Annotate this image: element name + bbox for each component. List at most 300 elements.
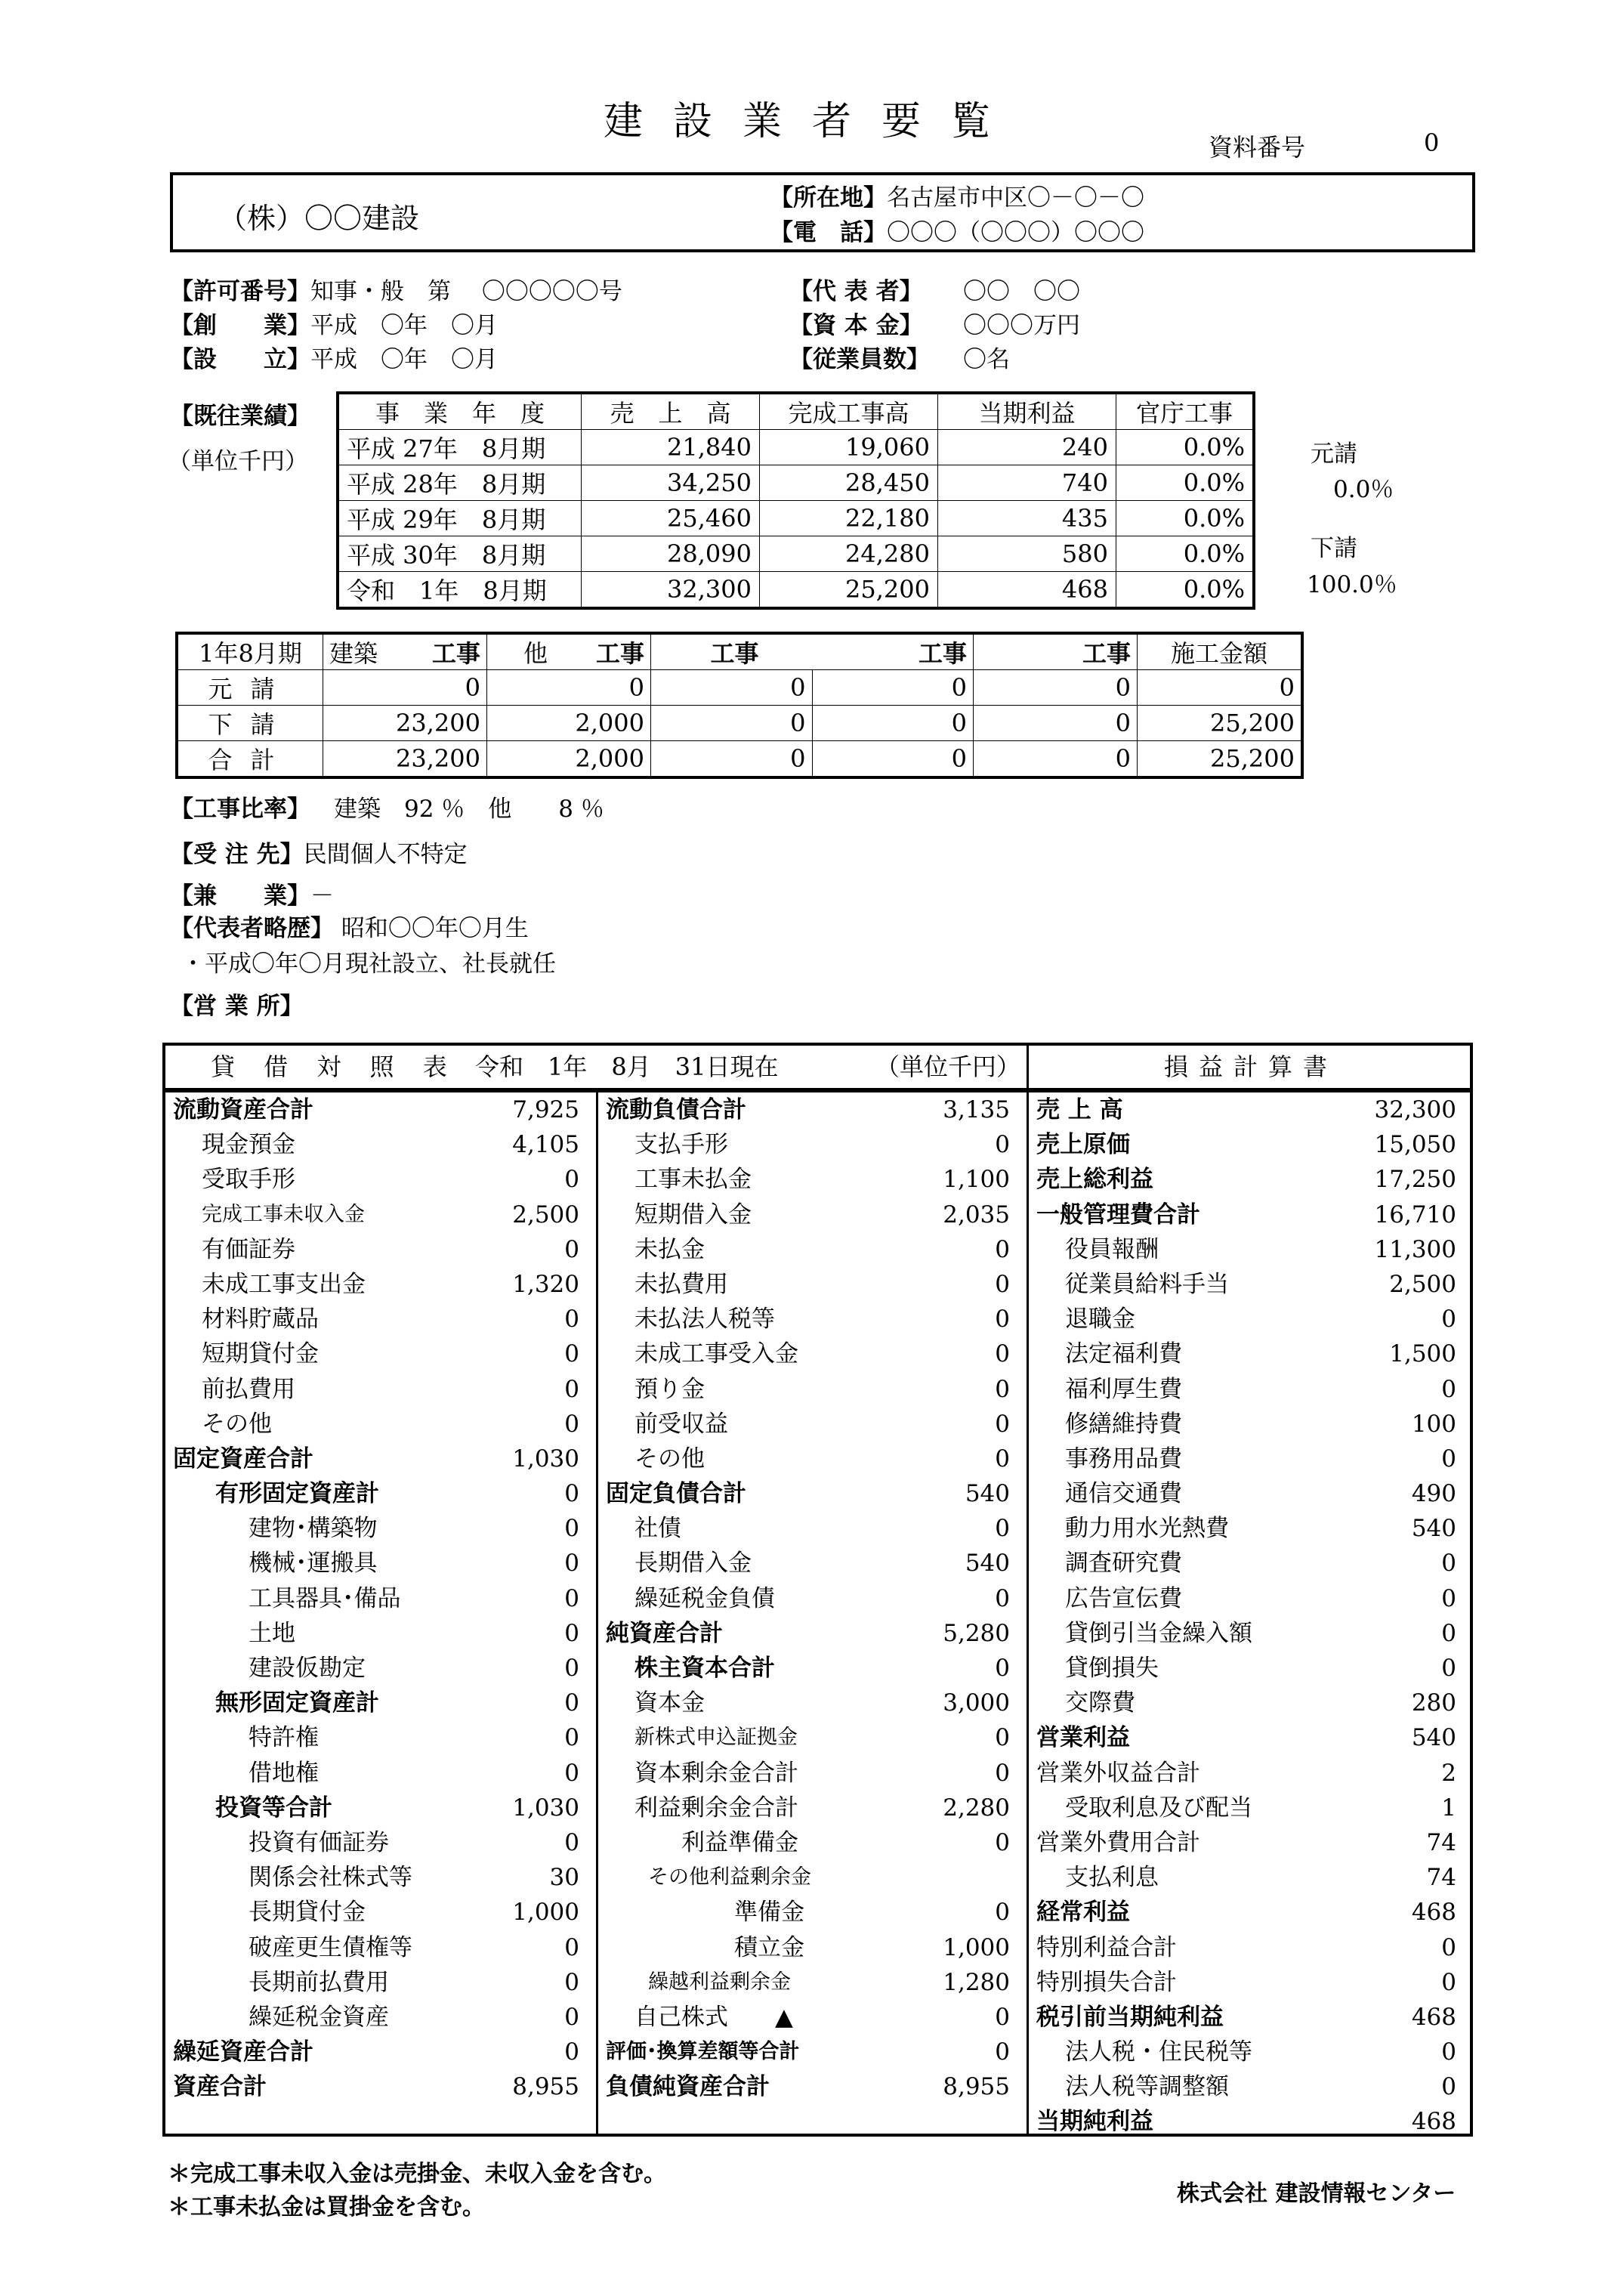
statement-line — [598, 1197, 1027, 1232]
statement-line — [1029, 1407, 1473, 1442]
orders-header — [974, 633, 1138, 670]
statement-line-value: 0 — [1441, 1968, 1456, 1996]
statement-line-value: 7,925 — [512, 1096, 579, 1123]
statement-line-label: 動力用水光熱費 — [1065, 1515, 1229, 1543]
statement-line-label: 評価･換算差額等合計 — [606, 2040, 800, 2064]
statement-line — [1029, 2069, 1473, 2104]
statement-line-value: 74 — [1426, 1828, 1456, 1856]
statement-line-label: 関係会社株式等 — [249, 1864, 412, 1892]
history-row — [338, 465, 1254, 501]
statement-line-label: 通信交通費 — [1065, 1480, 1182, 1508]
history-cell-period: 平成 28年 8月期 — [338, 465, 582, 501]
history-cell-gov: 0.0% — [1116, 536, 1255, 572]
statement-line-value: 0 — [995, 1899, 1010, 1927]
orders-cell: 0 — [974, 706, 1138, 741]
statement-line — [1029, 1127, 1473, 1162]
statement-line-value: 0 — [995, 1828, 1010, 1856]
history-cell-profit: 580 — [938, 536, 1116, 572]
capital-row — [789, 306, 1080, 340]
phone-row — [770, 213, 1144, 247]
statement-line-label: 建設仮勘定 — [249, 1655, 366, 1682]
history-table — [336, 391, 1255, 610]
statement-line-value: 2 — [1441, 1759, 1456, 1787]
bio-value: 昭和〇〇年〇月生 — [341, 915, 529, 942]
statement-line — [598, 1162, 1027, 1197]
statement-line-label: 投資等合計 — [215, 1794, 332, 1822]
orders-cell: 0 — [812, 706, 974, 741]
history-cell-completed: 28,450 — [760, 465, 938, 501]
statement-line-value: 1,100 — [943, 1166, 1010, 1194]
financial-statements — [162, 1043, 1473, 2137]
statement-line-value: 0 — [564, 1933, 579, 1961]
history-row — [338, 536, 1254, 572]
statement-line-value: 11,300 — [1374, 1235, 1456, 1263]
statement-line-label: 新株式申込証拠金 — [634, 1726, 798, 1750]
company-name: （株）〇〇建設 — [218, 202, 420, 235]
statement-line-value: 0 — [564, 1166, 579, 1194]
statement-line-label: 繰延税金資産 — [249, 2003, 389, 2031]
history-cell-period: 平成 30年 8月期 — [338, 536, 582, 572]
orders-cell: 0 — [651, 741, 813, 778]
statement-line-value: 0 — [995, 1270, 1010, 1298]
statement-line-label: 売上原価 — [1036, 1131, 1130, 1159]
statement-line-value: 0 — [564, 1235, 579, 1263]
statement-line-value: 0 — [1441, 1445, 1456, 1473]
statement-line — [165, 1162, 596, 1197]
statement-line-value: 0 — [1441, 1933, 1456, 1961]
statement-line — [165, 1686, 596, 1720]
statement-line-label: 繰延税金負債 — [634, 1584, 775, 1612]
representative-row — [789, 272, 1080, 306]
history-cell-period: 平成 29年 8月期 — [338, 501, 582, 536]
statement-line-value: 0 — [995, 2003, 1010, 2031]
statement-line-value: 280 — [1411, 1689, 1456, 1717]
statement-line — [165, 1825, 596, 1860]
statement-line — [165, 1930, 596, 1965]
history-cell-gov: 0.0% — [1116, 572, 1255, 609]
statement-line-label: 有形固定資産計 — [215, 1480, 379, 1508]
orders-total-cell: 0 — [1138, 670, 1303, 706]
statement-line-value: 0 — [564, 1619, 579, 1647]
statement-line-label: 未払金 — [634, 1235, 705, 1263]
statement-line-value: 1,280 — [943, 1968, 1010, 1996]
statement-line-label: 受取手形 — [202, 1166, 295, 1194]
orders-header — [651, 633, 974, 670]
statement-line-label: 調査研究費 — [1065, 1550, 1182, 1578]
statement-line-value: 0 — [1441, 1584, 1456, 1612]
statement-line-value: 17,250 — [1374, 1166, 1456, 1194]
representative-value: 〇〇 〇〇 — [963, 278, 1080, 305]
statement-line-label: 積立金 — [734, 1933, 804, 1961]
statement-line-value: 5,280 — [943, 1619, 1010, 1647]
statement-line-label: 法定福利費 — [1065, 1340, 1182, 1368]
statement-line — [1029, 1616, 1473, 1651]
statement-line — [598, 1546, 1027, 1581]
orders-header-suffix: 工事 — [918, 639, 967, 668]
statement-line-label: 経常利益 — [1036, 1899, 1130, 1927]
statement-line-value: 0 — [995, 1759, 1010, 1787]
assets-column — [165, 1092, 598, 2134]
bio-row — [170, 909, 529, 943]
orders-header — [487, 633, 651, 670]
statement-line-value: 0 — [564, 1828, 579, 1856]
statement-line-value: 4,105 — [512, 1131, 579, 1159]
statement-line-value: 0 — [1441, 1619, 1456, 1647]
history-header: 官庁工事 — [1116, 393, 1255, 430]
statement-line-value: 0 — [995, 1515, 1010, 1543]
statement-line — [1029, 1372, 1473, 1407]
statement-line-label: 純資産合計 — [606, 1619, 723, 1647]
orders-header — [323, 633, 487, 670]
statement-line-label: 流動資産合計 — [173, 1096, 313, 1123]
license-row — [170, 272, 622, 306]
statement-line-label: 短期貸付金 — [202, 1340, 319, 1368]
orders-cell: 0 — [651, 670, 813, 706]
liabilities-column — [598, 1092, 1029, 2134]
statement-line-value: 0 — [564, 1340, 579, 1368]
history-row — [338, 430, 1254, 465]
statement-line — [598, 1372, 1027, 1407]
orders-cell: 0 — [812, 670, 974, 706]
statement-line — [165, 1407, 596, 1442]
orders-cell: 0 — [323, 670, 487, 706]
statement-line-label: 工事未払金 — [634, 1166, 752, 1194]
statement-line — [165, 1720, 596, 1755]
prime-percent: 0.0％ — [1333, 476, 1394, 503]
history-cell-completed: 22,180 — [760, 501, 938, 536]
statement-line-value: 1,500 — [1389, 1340, 1456, 1368]
statement-line-value: 0 — [1441, 1550, 1456, 1578]
statement-line-label: 法人税等調整額 — [1065, 2073, 1229, 2101]
statement-line — [598, 1127, 1027, 1162]
history-cell-sales: 21,840 — [582, 430, 760, 465]
doc-number-label: 資料番号 — [1209, 133, 1306, 162]
statement-line-label: 前受収益 — [634, 1410, 728, 1438]
statement-line-label: 従業員給料手当 — [1065, 1270, 1229, 1298]
statement-line — [1029, 1197, 1473, 1232]
statement-line-value: 32,300 — [1374, 1096, 1456, 1123]
statement-line-label: 修繕維持費 — [1065, 1410, 1182, 1438]
statement-line-value: 0 — [995, 1306, 1010, 1333]
statement-line — [598, 1442, 1027, 1476]
statement-line-label: 支払手形 — [634, 1131, 728, 1159]
footnote: ＊工事未払金は買掛金を含む。 — [168, 2194, 485, 2220]
statement-line-value: 3,000 — [943, 1689, 1010, 1717]
statement-line-label: 現金預金 — [202, 1131, 295, 1159]
phone-value: 〇〇〇（〇〇〇）〇〇〇 — [887, 219, 1144, 246]
doc-number-value: 0 — [1424, 128, 1440, 157]
statement-line-value: 0 — [1441, 2038, 1456, 2066]
statement-line-label: 法人税・住民税等 — [1065, 2038, 1252, 2066]
statement-line-value: 0 — [995, 1584, 1010, 1612]
statement-line-value: 0 — [995, 1235, 1010, 1263]
statement-line-value: 0 — [995, 1375, 1010, 1403]
orders-row-label: 合計 — [177, 741, 323, 778]
statement-line-value: 0 — [564, 2003, 579, 2031]
orders-cell: 23,200 — [323, 741, 487, 778]
statement-line-label: 完成工事未収入金 — [202, 1202, 365, 1226]
statement-line-value: 540 — [965, 1480, 1010, 1508]
statement-line-label: 売 上 高 — [1036, 1096, 1123, 1123]
ratio-row — [170, 790, 604, 824]
statement-line — [1029, 1476, 1473, 1511]
statement-line — [165, 1197, 596, 1232]
statement-line — [598, 1756, 1027, 1791]
statement-line — [598, 1581, 1027, 1616]
orders-total-cell: 25,200 — [1138, 706, 1303, 741]
statement-line — [165, 1267, 596, 1302]
statement-line-value: 1,000 — [943, 1933, 1010, 1961]
statement-line — [598, 2000, 1027, 2035]
statement-line — [165, 2035, 596, 2069]
statement-line — [1029, 1686, 1473, 1720]
statement-line-value: 1,030 — [512, 1794, 579, 1822]
statement-line — [165, 1546, 596, 1581]
client-label: 【受 注 先】 — [170, 841, 304, 868]
statement-line — [598, 1860, 1027, 1895]
founded-value: 平成 〇年 〇月 — [310, 312, 498, 339]
statement-line-label: 営業外収益合計 — [1036, 1759, 1200, 1787]
established-value: 平成 〇年 〇月 — [310, 346, 498, 373]
statement-line-value: 0 — [1441, 1655, 1456, 1682]
history-cell-profit: 240 — [938, 430, 1116, 465]
statement-line — [1029, 1860, 1473, 1895]
statement-line-label: 資産合計 — [173, 2073, 267, 2101]
statement-line-label: 資本剰余金合計 — [634, 1759, 798, 1787]
orders-row — [177, 741, 1302, 778]
balance-sheet-unit: （単位千円） — [875, 1052, 1020, 1081]
footnote: ＊完成工事未収入金は売掛金、未収入金を含む。 — [168, 2161, 666, 2187]
statement-line — [598, 1825, 1027, 1860]
statement-line — [598, 1965, 1027, 2000]
statement-line-value: 1,000 — [512, 1899, 579, 1927]
statement-line — [165, 1337, 596, 1371]
statement-line-value: 2,280 — [943, 1794, 1010, 1822]
statement-line-label: 長期前払費用 — [249, 1968, 389, 1996]
statement-line-value: 16,710 — [1374, 1201, 1456, 1228]
statement-line-value: 2,035 — [943, 1201, 1010, 1228]
history-cell-profit: 740 — [938, 465, 1116, 501]
statement-line-label: 利益準備金 — [681, 1828, 798, 1856]
statement-line-label: 営業外費用合計 — [1036, 1828, 1200, 1856]
statement-line — [165, 1651, 596, 1686]
sub-label: 下請 — [1311, 535, 1357, 562]
statement-line-label: 固定資産合計 — [173, 1445, 313, 1473]
orders-cell: 0 — [974, 741, 1138, 778]
statement-line — [598, 1895, 1027, 1930]
statement-line — [165, 1860, 596, 1895]
statement-line-value: 0 — [564, 1584, 579, 1612]
statement-line-label: 未払法人税等 — [634, 1306, 775, 1333]
office-label: 【営 業 所】 — [170, 993, 304, 1020]
statement-line-value: 0 — [995, 1410, 1010, 1438]
statement-line-value: 1 — [1441, 1794, 1456, 1822]
side-business-row — [170, 876, 334, 910]
orders-row — [177, 706, 1302, 741]
statement-line-label: 受取利息及び配当 — [1065, 1794, 1252, 1822]
history-cell-sales: 34,250 — [582, 465, 760, 501]
statement-line-label: 投資有価証券 — [249, 1828, 389, 1856]
statement-line-label: 預り金 — [634, 1375, 705, 1403]
orders-table — [175, 632, 1304, 779]
orders-total-header: 施工金額 — [1138, 633, 1303, 670]
statement-line-label: 短期借入金 — [634, 1201, 752, 1228]
statement-line — [1029, 2035, 1473, 2069]
statement-line-label: 前払費用 — [202, 1375, 295, 1403]
statement-line-value: 0 — [564, 1550, 579, 1578]
license-value: 知事・般 第 〇〇〇〇〇号 — [310, 278, 622, 305]
statement-line — [598, 1616, 1027, 1651]
statement-line-value: 0 — [1441, 2073, 1456, 2101]
statement-line-label: 流動負債合計 — [606, 1096, 746, 1123]
statement-line-label: 工具器具･備品 — [249, 1584, 401, 1612]
statement-line — [598, 1407, 1027, 1442]
statement-line-value: 540 — [965, 1550, 1010, 1578]
publisher: 株式会社 建設情報センター — [1177, 2180, 1456, 2207]
statement-line — [165, 1302, 596, 1337]
client-row — [170, 835, 468, 869]
orders-cell: 0 — [812, 741, 974, 778]
statement-line — [165, 1442, 596, 1476]
address-row — [770, 178, 1144, 212]
statements-header — [165, 1046, 1470, 1092]
statement-line-value: 0 — [564, 1515, 579, 1543]
employees-value: 〇名 — [963, 346, 1010, 373]
statement-line — [1029, 1756, 1473, 1791]
statement-line — [1029, 2104, 1473, 2139]
statement-line — [598, 1791, 1027, 1825]
statement-line — [598, 1337, 1027, 1371]
statement-line-label: 特許権 — [249, 1724, 319, 1752]
statement-line-value: 8,955 — [512, 2073, 579, 2101]
statement-line — [165, 1791, 596, 1825]
history-cell-completed: 24,280 — [760, 536, 938, 572]
orders-cell: 0 — [651, 706, 813, 741]
statement-line — [165, 1581, 596, 1616]
statement-line — [598, 1267, 1027, 1302]
statement-line-label: 貸倒引当金繰入額 — [1065, 1619, 1252, 1647]
history-row — [338, 501, 1254, 536]
statement-line-value: 0 — [564, 1759, 579, 1787]
statement-line-label: 借地権 — [249, 1759, 319, 1787]
statement-line-label: 繰越利益剰余金 — [648, 1970, 791, 1994]
statement-line-label: 未成工事支出金 — [202, 1270, 366, 1298]
client-value: 民間個人不特定 — [303, 841, 468, 868]
statement-line-value: 8,955 — [943, 2073, 1010, 2101]
statement-line — [598, 1930, 1027, 1965]
statement-line-label: 役員報酬 — [1065, 1235, 1159, 1263]
history-cell-period: 令和 1年 8月期 — [338, 572, 582, 609]
statement-line — [165, 1965, 596, 2000]
statement-line-value: 468 — [1411, 2003, 1456, 2031]
company-box — [170, 172, 1475, 252]
representative-label: 【代 表 者】 — [789, 278, 923, 305]
history-cell-gov: 0.0% — [1116, 465, 1255, 501]
statement-line — [1029, 1581, 1473, 1616]
statement-line — [165, 1616, 596, 1651]
statement-line-label: 有価証券 — [202, 1235, 295, 1263]
statement-line — [1029, 1267, 1473, 1302]
founded-label: 【創 業】 — [170, 312, 310, 339]
statement-line-label: 社債 — [634, 1515, 681, 1543]
orders-row-label: 元請 — [177, 670, 323, 706]
statement-line-label: 繰延資産合計 — [173, 2038, 313, 2066]
orders-header-suffix: 工事 — [595, 639, 644, 668]
statement-line — [1029, 1092, 1473, 1127]
address-value: 名古屋市中区〇－〇－〇 — [887, 184, 1144, 212]
statement-line — [598, 1651, 1027, 1686]
orders-cell: 2,000 — [487, 706, 651, 741]
statement-line-value: 30 — [549, 1864, 579, 1892]
statement-line — [165, 1232, 596, 1267]
statement-line — [1029, 2000, 1473, 2035]
history-cell-sales: 32,300 — [582, 572, 760, 609]
statement-line — [598, 1511, 1027, 1546]
statement-line-value: 0 — [564, 1375, 579, 1403]
history-cell-gov: 0.0% — [1116, 430, 1255, 465]
statement-line — [165, 2000, 596, 2035]
statement-line — [165, 1511, 596, 1546]
statement-line — [165, 2069, 596, 2104]
statement-line-value: 2,500 — [1389, 1270, 1456, 1298]
statement-line — [1029, 1965, 1473, 2000]
income-statement-column — [1029, 1092, 1473, 2134]
statement-line-value: 468 — [1411, 1899, 1456, 1927]
statement-line-value: 2,500 — [512, 1201, 579, 1228]
orders-cell: 0 — [974, 670, 1138, 706]
statement-line-value: 0 — [564, 1410, 579, 1438]
statement-line-value: 0 — [995, 1340, 1010, 1368]
statement-line-value: 0 — [564, 1724, 579, 1752]
employees-label: 【従業員数】 — [789, 346, 930, 373]
orders-header-row — [177, 633, 1302, 670]
license-label: 【許可番号】 — [170, 278, 310, 305]
side-business-label: 【兼 業】 — [170, 882, 310, 910]
statement-line-value: 0 — [995, 1445, 1010, 1473]
statement-line-value: 3,135 — [943, 1096, 1010, 1123]
sub-percent: 100.0％ — [1307, 571, 1397, 598]
statement-line-value: 0 — [564, 1480, 579, 1508]
statement-line-label: 株主資本合計 — [634, 1655, 775, 1682]
statement-line — [165, 1756, 596, 1791]
statement-line-value: 1,320 — [512, 1270, 579, 1298]
statement-line — [165, 1372, 596, 1407]
statement-line-label: 福利厚生費 — [1065, 1375, 1182, 1403]
statement-line — [165, 1092, 596, 1127]
statement-line-label: 交際費 — [1065, 1689, 1135, 1717]
statement-line-label: その他利益剰余金 — [648, 1865, 811, 1890]
statement-line-label: 未払費用 — [634, 1270, 728, 1298]
statement-line — [598, 2035, 1027, 2069]
statement-line-value: 0 — [564, 1968, 579, 1996]
statement-line-label: 売上総利益 — [1036, 1166, 1153, 1194]
statement-line — [598, 1302, 1027, 1337]
bio-item: ・平成〇年〇月現社設立、社長就任 — [181, 950, 556, 978]
statement-line-label: 資本金 — [634, 1689, 705, 1717]
orders-header-suffix: 工事 — [431, 639, 480, 668]
statement-line-label: 無形固定資産計 — [215, 1689, 379, 1717]
address-label: 【所在地】 — [770, 184, 887, 212]
statement-line — [1029, 1337, 1473, 1371]
statement-line-label: 利益剰余金合計 — [634, 1794, 798, 1822]
history-header: 当期利益 — [938, 393, 1116, 430]
statement-line-value: 490 — [1411, 1480, 1456, 1508]
capital-label: 【資 本 金】 — [789, 312, 923, 339]
statement-line-label: 一般管理費合計 — [1036, 1201, 1200, 1228]
statement-line — [598, 1092, 1027, 1127]
orders-header-suffix: 工事 — [710, 639, 759, 668]
ratio-label: 【工事比率】 — [170, 796, 310, 823]
